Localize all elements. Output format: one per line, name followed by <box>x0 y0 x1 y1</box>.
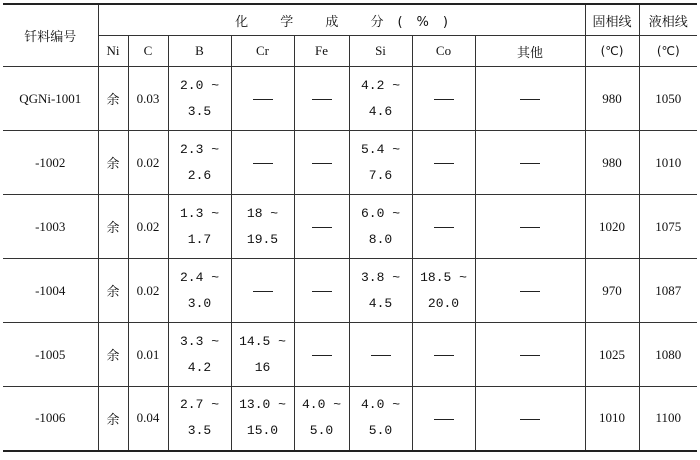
dash-mark <box>520 99 540 100</box>
composition-cell <box>412 67 475 131</box>
composition-cell <box>168 67 231 131</box>
grade-cell: QGNi-1001 <box>3 67 98 131</box>
liquidus-unit: (℃) <box>639 36 697 67</box>
composition-cell <box>294 131 349 195</box>
table-row <box>3 67 697 131</box>
liquidus-cell: 1087 <box>639 259 697 323</box>
range-line: 4.5 <box>368 295 393 311</box>
composition-cell <box>412 323 475 387</box>
composition-cell <box>349 323 412 387</box>
range-line: 18.5 ~ <box>420 269 467 285</box>
table-row <box>3 131 697 195</box>
grade-cell: -1006 <box>3 387 98 451</box>
range-line: 7.6 <box>368 167 393 183</box>
composition-cell <box>475 323 585 387</box>
range-line: 5.4 ~ <box>360 141 400 157</box>
dash-mark <box>434 99 454 100</box>
table-row <box>3 195 697 259</box>
composition-cell <box>168 323 231 387</box>
composition-cell <box>168 131 231 195</box>
dash-mark <box>371 355 391 356</box>
element-header: 其他 <box>475 36 585 67</box>
range-line: 4.2 <box>187 359 212 375</box>
composition-cell: 余 <box>98 323 128 387</box>
composition-cell: 0.02 <box>128 131 168 195</box>
composition-cell: 余 <box>98 67 128 131</box>
range-value <box>247 201 278 253</box>
grade-cell: -1004 <box>3 259 98 323</box>
composition-cell <box>231 195 294 259</box>
dash-mark <box>312 291 332 292</box>
dash-mark <box>312 163 332 164</box>
range-value <box>361 73 400 125</box>
brazing-filler-composition-table <box>3 3 697 452</box>
composition-cell <box>231 387 294 451</box>
composition-cell <box>475 131 585 195</box>
liquidus-header <box>639 4 697 36</box>
composition-cell <box>475 195 585 259</box>
range-value <box>361 265 400 317</box>
dash-mark <box>434 355 454 356</box>
table-row <box>3 323 697 387</box>
composition-cell <box>294 259 349 323</box>
dash-mark <box>312 227 332 228</box>
range-value <box>180 137 219 189</box>
composition-cell <box>231 67 294 131</box>
composition-cell: 0.02 <box>128 259 168 323</box>
solidus-cell: 980 <box>585 131 639 195</box>
element-header: B <box>168 36 231 67</box>
solidus-cell: 970 <box>585 259 639 323</box>
solidus-cell: 980 <box>585 67 639 131</box>
composition-cell <box>412 195 475 259</box>
range-line: 1.3 ~ <box>179 205 219 221</box>
solidus-cell: 1010 <box>585 387 639 451</box>
composition-cell <box>231 259 294 323</box>
header-row-top <box>3 4 697 36</box>
element-header: Fe <box>294 36 349 67</box>
range-line: 14.5 ~ <box>239 333 286 349</box>
range-value <box>180 329 219 381</box>
dash-mark <box>520 355 540 356</box>
range-value <box>239 329 286 381</box>
dash-mark <box>434 163 454 164</box>
composition-cell <box>168 259 231 323</box>
range-line: 16 <box>254 359 271 375</box>
composition-cell <box>294 323 349 387</box>
range-line: 5.0 <box>368 423 393 439</box>
composition-cell <box>349 131 412 195</box>
range-line: 2.4 ~ <box>179 269 219 285</box>
composition-cell: 0.02 <box>128 195 168 259</box>
composition-cell <box>349 67 412 131</box>
composition-cell <box>475 387 585 451</box>
range-line: 2.6 <box>187 167 212 183</box>
element-header: Ni <box>98 36 128 67</box>
liquidus-cell: 1100 <box>639 387 697 451</box>
range-value <box>302 392 341 444</box>
composition-cell: 0.03 <box>128 67 168 131</box>
table-row <box>3 387 697 451</box>
liquidus-label: 液相线 <box>648 14 688 30</box>
dash-mark <box>520 291 540 292</box>
dash-mark <box>520 163 540 164</box>
range-value <box>420 265 467 317</box>
range-line: 19.5 <box>246 231 279 247</box>
dash-mark <box>253 99 273 100</box>
composition-cell <box>168 195 231 259</box>
range-line: 2.7 ~ <box>179 397 219 413</box>
range-line: 3.5 <box>187 423 212 439</box>
composition-cell: 余 <box>98 387 128 451</box>
composition-cell <box>294 67 349 131</box>
dash-mark <box>253 163 273 164</box>
brazing-filler-table-container <box>3 3 697 455</box>
range-line: 6.0 ~ <box>360 205 400 221</box>
dash-mark <box>312 355 332 356</box>
composition-cell <box>231 323 294 387</box>
range-line: 4.6 <box>368 103 393 119</box>
composition-cell: 余 <box>98 131 128 195</box>
range-value <box>180 73 219 125</box>
liquidus-cell: 1075 <box>639 195 697 259</box>
element-header: C <box>128 36 168 67</box>
composition-cell <box>349 195 412 259</box>
composition-header <box>98 4 585 36</box>
composition-cell <box>475 259 585 323</box>
element-header: Si <box>349 36 412 67</box>
range-value <box>361 137 400 189</box>
composition-cell <box>168 387 231 451</box>
dash-mark <box>434 419 454 420</box>
solidus-cell: 1020 <box>585 195 639 259</box>
solidus-cell: 1025 <box>585 323 639 387</box>
range-line: 3.5 <box>187 103 212 119</box>
liquidus-cell: 1080 <box>639 323 697 387</box>
range-line: 1.7 <box>187 231 212 247</box>
dash-mark <box>434 227 454 228</box>
dash-mark <box>253 291 273 292</box>
range-line: 4.0 ~ <box>360 397 400 413</box>
range-line: 8.0 <box>368 231 393 247</box>
range-line: 18 ~ <box>246 205 279 221</box>
grade-cell: -1005 <box>3 323 98 387</box>
element-header: Cr <box>231 36 294 67</box>
composition-cell: 余 <box>98 195 128 259</box>
grade-cell: -1002 <box>3 131 98 195</box>
liquidus-cell: 1010 <box>639 131 697 195</box>
dash-mark <box>312 99 332 100</box>
range-value <box>361 392 400 444</box>
composition-cell <box>412 387 475 451</box>
composition-cell <box>294 195 349 259</box>
range-value <box>361 201 400 253</box>
composition-cell <box>349 387 412 451</box>
element-header: Co <box>412 36 475 67</box>
range-value <box>180 201 219 253</box>
range-value <box>180 392 219 444</box>
solidus-unit: (℃) <box>585 36 639 67</box>
range-line: 5.0 <box>309 423 334 439</box>
liquidus-cell: 1050 <box>639 67 697 131</box>
table-row <box>3 259 697 323</box>
solidus-label: 固相线 <box>592 14 632 30</box>
range-line: 3.3 ~ <box>179 333 219 349</box>
composition-cell: 0.01 <box>128 323 168 387</box>
range-value <box>239 392 286 444</box>
range-line: 20.0 <box>427 295 460 311</box>
composition-cell: 余 <box>98 259 128 323</box>
range-line: 3.0 <box>187 295 212 311</box>
composition-cell: 0.04 <box>128 387 168 451</box>
range-line: 2.0 ~ <box>179 77 219 93</box>
table-body <box>3 67 697 451</box>
composition-cell <box>349 259 412 323</box>
grade-header: 钎料编号 <box>3 4 98 67</box>
solidus-header <box>585 4 639 36</box>
range-value <box>180 265 219 317</box>
range-line: 4.2 ~ <box>360 77 400 93</box>
composition-cell <box>412 131 475 195</box>
composition-cell <box>475 67 585 131</box>
header-row-elements <box>3 36 697 67</box>
composition-cell <box>412 259 475 323</box>
range-line: 2.3 ~ <box>179 141 219 157</box>
grade-cell: -1003 <box>3 195 98 259</box>
dash-mark <box>520 227 540 228</box>
composition-header-text: 化 学 成 分(%) <box>235 14 462 30</box>
dash-mark <box>520 419 540 420</box>
range-line: 3.8 ~ <box>360 269 400 285</box>
range-line: 15.0 <box>246 423 279 439</box>
composition-cell <box>231 131 294 195</box>
range-line: 4.0 ~ <box>301 397 341 413</box>
composition-cell <box>294 387 349 451</box>
range-line: 13.0 ~ <box>239 397 286 413</box>
